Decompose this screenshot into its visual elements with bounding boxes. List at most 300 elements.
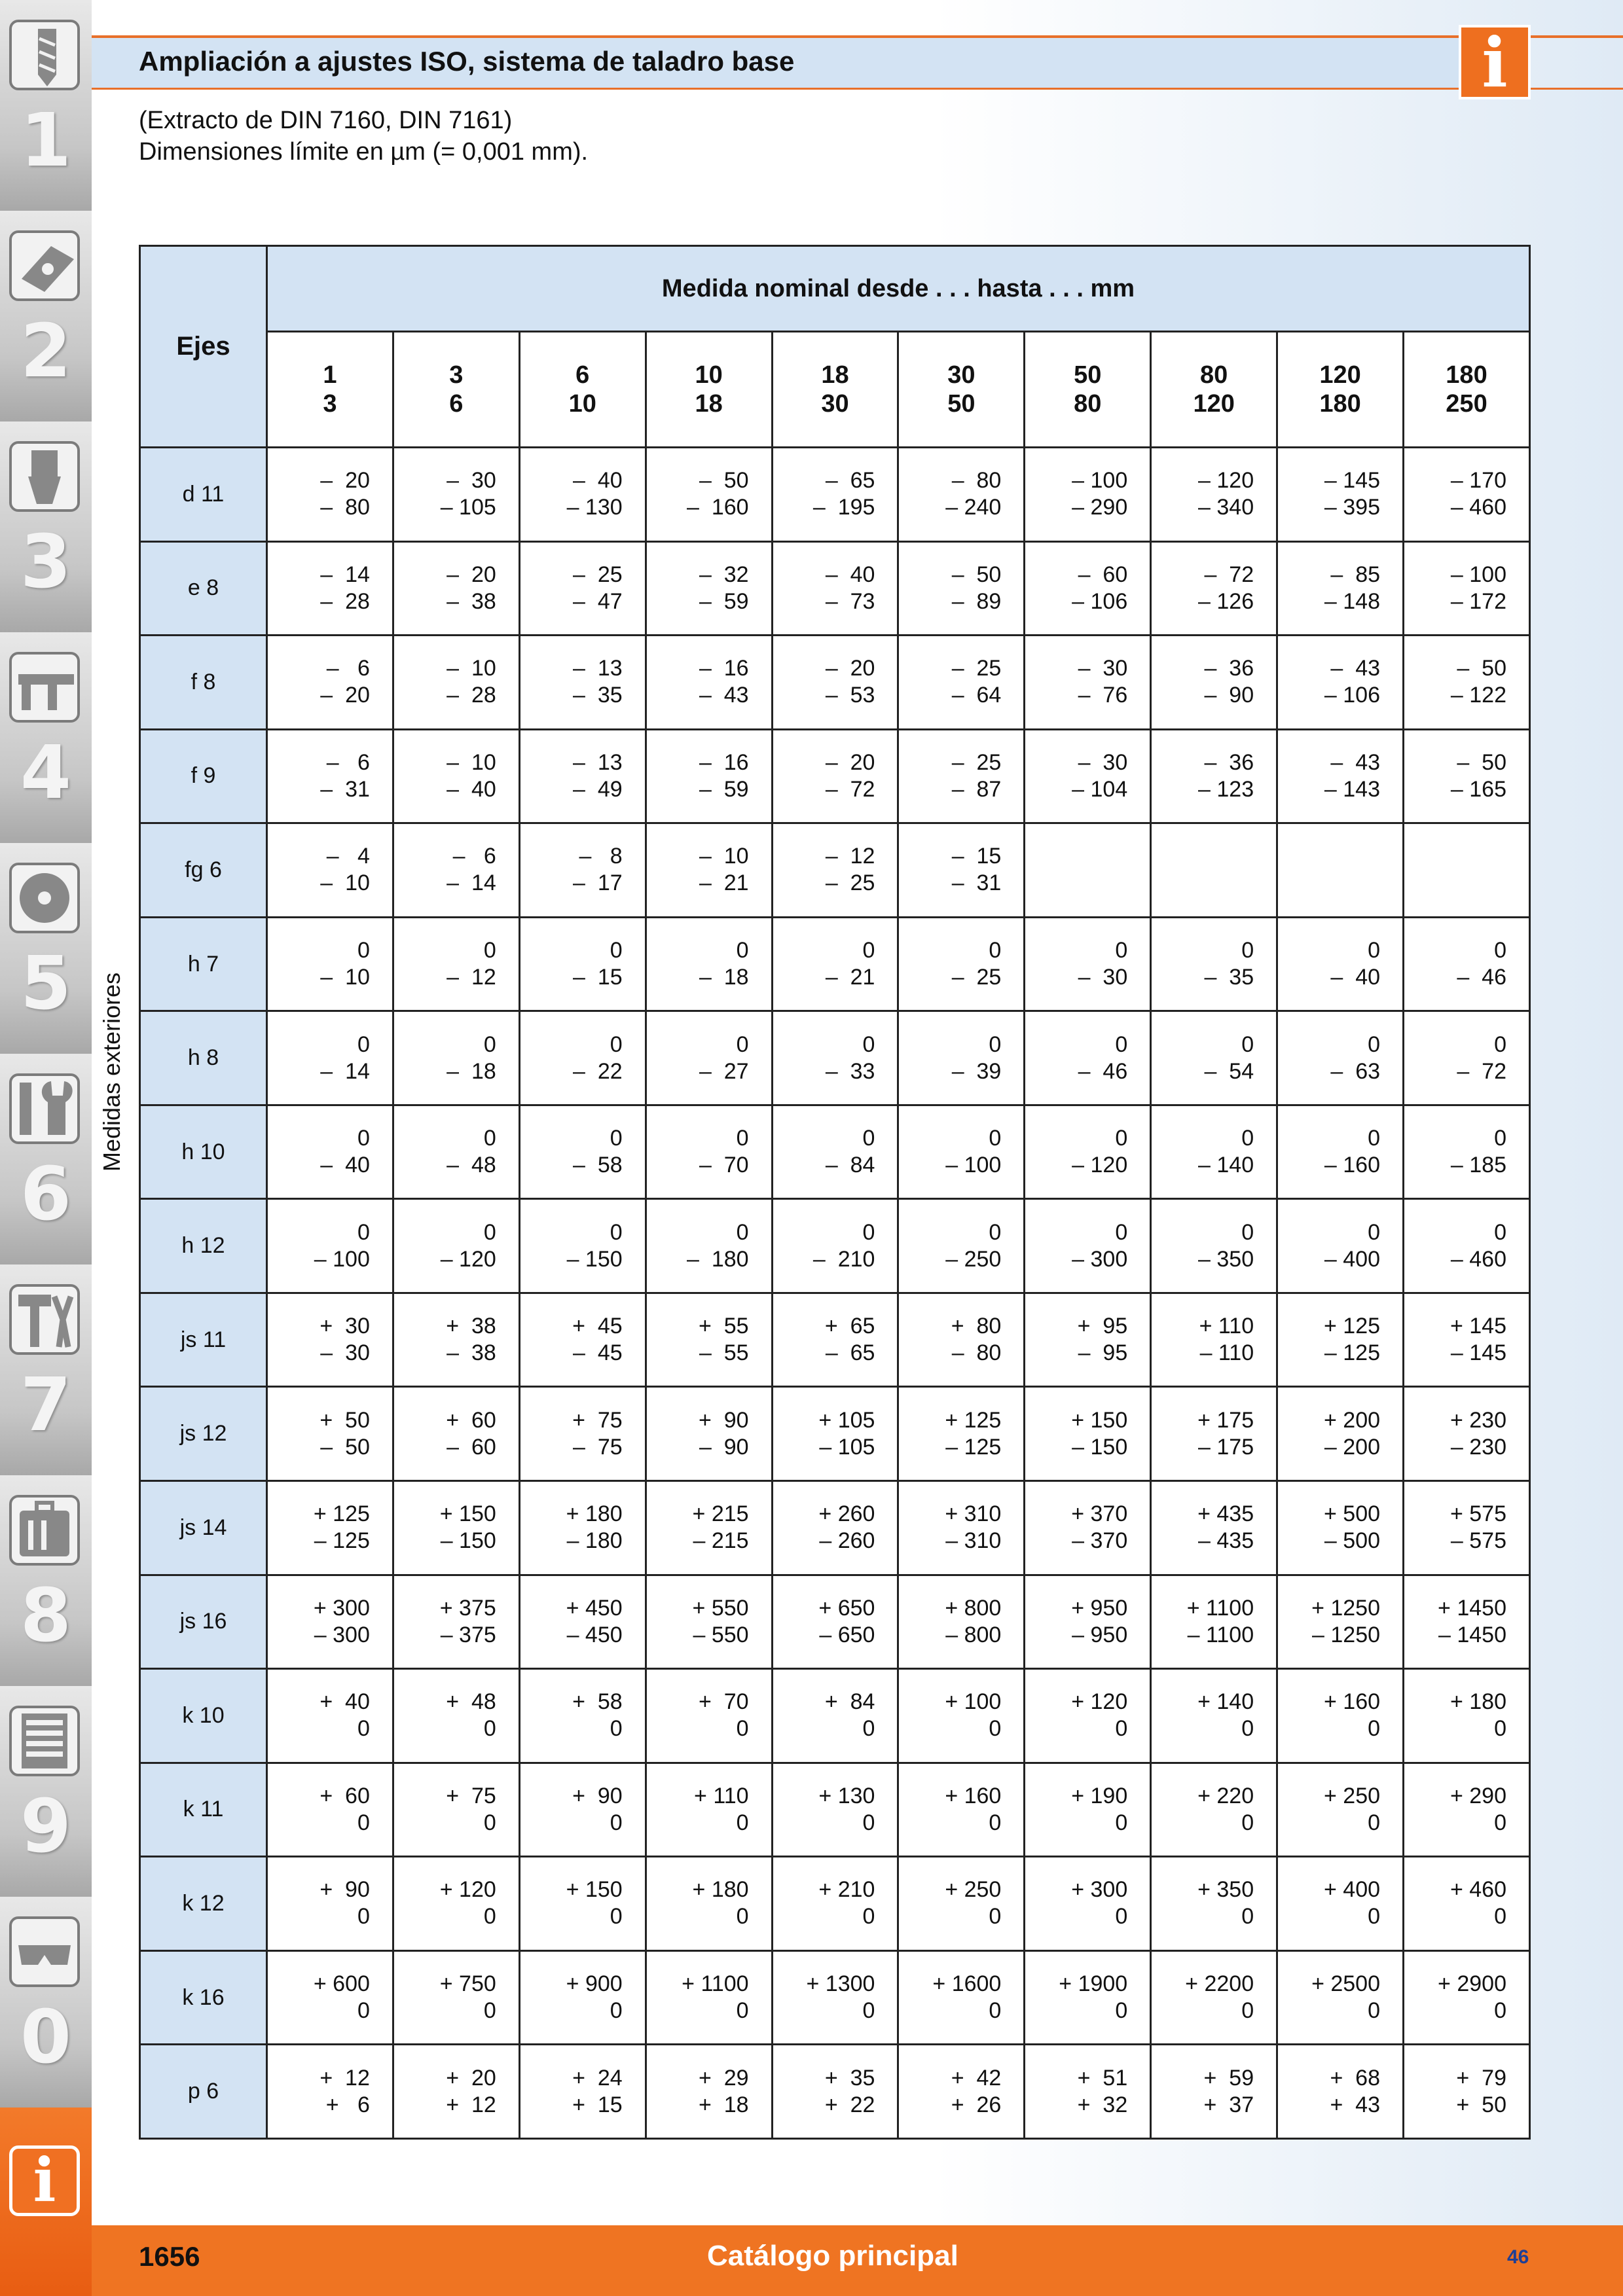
tolerance-cell xyxy=(1151,1011,1277,1105)
upper-deviation: + 51 xyxy=(1077,2065,1128,2090)
upper-deviation: + 180 xyxy=(566,1501,623,1527)
upper-deviation: – 36 xyxy=(1204,656,1254,681)
axis-label: h 7 xyxy=(140,917,267,1011)
lower-deviation: – 165 xyxy=(1450,776,1506,802)
upper-deviation: + 105 xyxy=(818,1407,875,1433)
lower-deviation: – 73 xyxy=(825,588,875,614)
tolerance-cell xyxy=(393,636,519,730)
footer-small-number: 46 xyxy=(1507,2246,1529,2268)
upper-deviation: + 59 xyxy=(1203,2065,1254,2090)
upper-deviation: + 150 xyxy=(1071,1407,1128,1433)
tolerance-cell xyxy=(1404,448,1530,542)
tolerance-cell xyxy=(1277,1387,1404,1481)
upper-deviation: 0 xyxy=(610,1126,623,1151)
tolerance-cell xyxy=(519,729,646,823)
tolerance-cell xyxy=(1025,1105,1151,1199)
upper-deviation: + 140 xyxy=(1197,1689,1254,1715)
tolerance-cell xyxy=(898,1387,1025,1481)
sidebar-tab-4[interactable] xyxy=(0,632,92,846)
upper-deviation: + 160 xyxy=(945,1783,1002,1808)
lower-deviation: 0 xyxy=(736,1716,749,1742)
upper-deviation: + 2200 xyxy=(1185,1971,1254,1997)
upper-deviation: + 180 xyxy=(1450,1689,1506,1715)
lower-deviation: + 26 xyxy=(951,2092,1002,2117)
sidebar-tab-number: 7 xyxy=(20,1363,71,1448)
lower-deviation: – 65 xyxy=(825,1340,875,1366)
tolerance-cell xyxy=(1025,1293,1151,1387)
tolerance-cell xyxy=(267,541,393,636)
lower-deviation: – 47 xyxy=(573,588,623,614)
tolerance-cell xyxy=(267,1387,393,1481)
lower-deviation: – 126 xyxy=(1198,588,1254,614)
upper-deviation: 0 xyxy=(357,1219,370,1245)
lower-deviation: – 40 xyxy=(320,1153,370,1178)
upper-deviation: + 1300 xyxy=(806,1971,875,1997)
tolerance-cell xyxy=(898,1669,1025,1763)
lower-deviation: 0 xyxy=(1241,1904,1254,1929)
sidebar-tab-1[interactable] xyxy=(0,0,92,213)
upper-deviation: 0 xyxy=(610,1031,623,1057)
upper-deviation: + 160 xyxy=(1323,1689,1381,1715)
lower-deviation: – 100 xyxy=(945,1153,1002,1178)
upper-deviation: + 800 xyxy=(945,1595,1002,1621)
upper-deviation: – 20 xyxy=(320,468,370,493)
tolerance-cell xyxy=(1277,729,1404,823)
lower-deviation: – 1100 xyxy=(1187,1622,1254,1647)
lower-deviation: – 120 xyxy=(1072,1153,1128,1178)
tolerance-cell xyxy=(393,917,519,1011)
info-tab-label: i xyxy=(33,2145,56,2215)
side-label: Medidas exteriores xyxy=(98,972,125,1172)
tolerance-cell xyxy=(646,1763,772,1857)
sidebar-tab-5[interactable] xyxy=(0,843,92,1056)
lower-deviation: – 10 xyxy=(320,965,370,990)
tolerance-cell xyxy=(393,1857,519,1951)
lower-deviation: – 38 xyxy=(447,588,496,614)
lower-deviation: – 70 xyxy=(699,1153,749,1178)
tolerance-cell xyxy=(1404,541,1530,636)
upper-deviation: – 16 xyxy=(699,749,749,775)
sidebar-tab-9[interactable] xyxy=(0,1686,92,1899)
lower-deviation: 0 xyxy=(862,1716,875,1742)
range-header-180-250 xyxy=(1404,332,1530,448)
upper-deviation: – 72 xyxy=(1204,562,1254,587)
sidebar-tab-number: 4 xyxy=(20,730,71,816)
lower-deviation: – 104 xyxy=(1072,776,1128,802)
tolerance-cell xyxy=(772,1387,898,1481)
lower-deviation: – 80 xyxy=(951,1340,1002,1366)
upper-deviation: + 300 xyxy=(1071,1877,1128,1903)
upper-deviation: 0 xyxy=(1241,1031,1254,1057)
upper-deviation: + 370 xyxy=(1071,1501,1128,1527)
tolerance-cell xyxy=(1025,1669,1151,1763)
lower-deviation: – 460 xyxy=(1450,495,1506,520)
tolerance-cell xyxy=(898,636,1025,730)
tolerance-cell xyxy=(772,1011,898,1105)
tolerance-cell xyxy=(267,2045,393,2139)
tolerance-cell xyxy=(1025,1387,1151,1481)
tolerance-cell xyxy=(519,1105,646,1199)
upper-deviation: + 460 xyxy=(1450,1877,1506,1903)
tolerance-table xyxy=(139,245,1531,2140)
upper-deviation: – 30 xyxy=(447,468,496,493)
tolerance-cell xyxy=(1025,1481,1151,1575)
lower-deviation: – 150 xyxy=(1072,1434,1128,1460)
upper-deviation: – 120 xyxy=(1198,468,1254,493)
axis-label: f 9 xyxy=(140,729,267,823)
upper-deviation: + 500 xyxy=(1323,1501,1381,1527)
lower-deviation: + 32 xyxy=(1077,2092,1128,2117)
upper-deviation: – 32 xyxy=(699,562,749,587)
tolerance-cell xyxy=(1151,636,1277,730)
tolerance-cell xyxy=(772,636,898,730)
table-row xyxy=(140,823,1530,918)
tolerance-cell xyxy=(646,1575,772,1669)
upper-deviation: + 435 xyxy=(1197,1501,1254,1527)
upper-deviation: – 15 xyxy=(951,844,1002,869)
axis-label: js 11 xyxy=(140,1293,267,1387)
upper-deviation: – 100 xyxy=(1072,468,1128,493)
lower-deviation: – 300 xyxy=(1072,1246,1128,1272)
upper-deviation: – 25 xyxy=(951,749,1002,775)
upper-deviation: – 170 xyxy=(1450,468,1506,493)
upper-deviation: + 220 xyxy=(1197,1783,1254,1808)
upper-deviation: + 375 xyxy=(439,1595,496,1621)
tolerance-cell xyxy=(646,1481,772,1575)
upper-deviation: + 48 xyxy=(446,1689,496,1715)
tolerance-cell xyxy=(646,1669,772,1763)
table-row xyxy=(140,1857,1530,1951)
table-row xyxy=(140,1011,1530,1105)
tolerance-cell xyxy=(1277,1105,1404,1199)
tolerance-cell xyxy=(1025,1857,1151,1951)
upper-deviation: – 6 xyxy=(452,844,496,869)
lower-deviation: – 160 xyxy=(1324,1153,1381,1178)
upper-deviation: 0 xyxy=(483,1219,496,1245)
upper-deviation: – 50 xyxy=(951,562,1002,587)
upper-deviation: + 130 xyxy=(818,1783,875,1808)
tolerance-cell xyxy=(267,1857,393,1951)
lower-deviation: 0 xyxy=(483,1998,496,2024)
tool-cabinet-icon xyxy=(9,1706,80,1776)
upper-deviation: + 79 xyxy=(1456,2065,1506,2090)
tolerance-cell xyxy=(1404,1105,1530,1199)
tolerance-cell xyxy=(267,636,393,730)
tolerance-cell xyxy=(646,541,772,636)
lower-deviation: – 46 xyxy=(1078,1058,1128,1084)
upper-deviation: + 2500 xyxy=(1311,1971,1381,1997)
lower-deviation: 0 xyxy=(610,1904,623,1929)
cutting-insert-icon xyxy=(9,230,80,301)
lower-deviation: – 375 xyxy=(440,1622,496,1647)
tolerance-cell xyxy=(646,1199,772,1293)
lower-deviation: – 84 xyxy=(825,1153,875,1178)
table-row xyxy=(140,636,1530,730)
tolerance-cell xyxy=(898,1105,1025,1199)
lower-deviation: – 22 xyxy=(573,1058,623,1084)
lower-deviation: 0 xyxy=(862,1810,875,1835)
tolerance-cell xyxy=(519,1293,646,1387)
lower-deviation: – 120 xyxy=(440,1246,496,1272)
lower-deviation: – 75 xyxy=(573,1434,623,1460)
upper-deviation: + 12 xyxy=(319,2065,370,2090)
table-row xyxy=(140,1669,1530,1763)
upper-deviation: + 38 xyxy=(446,1314,496,1339)
upper-deviation: + 110 xyxy=(694,1783,749,1808)
range-to: 3 xyxy=(323,390,337,418)
lower-deviation: – 87 xyxy=(951,776,1002,802)
lower-deviation: – 148 xyxy=(1324,588,1381,614)
tolerance-cell xyxy=(267,1293,393,1387)
subtitle xyxy=(139,105,588,168)
tolerance-cell xyxy=(1025,1199,1151,1293)
range-from: 50 xyxy=(1074,361,1102,389)
tolerance-cell xyxy=(1025,823,1151,918)
lower-deviation: – 64 xyxy=(951,683,1002,708)
upper-deviation: – 8 xyxy=(579,844,623,869)
tolerance-cell xyxy=(646,1387,772,1481)
lower-deviation: 0 xyxy=(483,1810,496,1835)
tolerance-cell xyxy=(898,1293,1025,1387)
upper-deviation: – 12 xyxy=(825,844,875,869)
tolerance-cell xyxy=(393,729,519,823)
lower-deviation: – 310 xyxy=(945,1528,1002,1554)
axis-label: js 12 xyxy=(140,1387,267,1481)
lower-deviation: 0 xyxy=(1241,1810,1254,1835)
lower-deviation: – 59 xyxy=(699,776,749,802)
lower-deviation: – 72 xyxy=(825,776,875,802)
grinding-disc-icon xyxy=(9,863,80,933)
lower-deviation: 0 xyxy=(1368,1716,1381,1742)
tolerance-cell xyxy=(1151,917,1277,1011)
upper-deviation: + 310 xyxy=(945,1501,1002,1527)
range-header-50-80 xyxy=(1025,332,1151,448)
lower-deviation: – 650 xyxy=(819,1622,875,1647)
lower-deviation: 0 xyxy=(736,1998,749,2024)
tolerance-cell xyxy=(1404,823,1530,918)
safety-glasses-icon xyxy=(9,1916,80,1987)
lower-deviation: + 15 xyxy=(572,2092,623,2117)
axis-label: k 10 xyxy=(140,1669,267,1763)
upper-deviation: + 215 xyxy=(692,1501,749,1527)
tolerance-cell xyxy=(646,729,772,823)
sidebar-tab-6[interactable] xyxy=(0,1054,92,1267)
lower-deviation: 0 xyxy=(1494,1998,1506,2024)
tolerance-cell xyxy=(898,1857,1025,1951)
tolerance-cell xyxy=(646,1857,772,1951)
upper-deviation: – 10 xyxy=(447,656,496,681)
tolerance-cell xyxy=(393,1669,519,1763)
upper-deviation: + 40 xyxy=(319,1689,370,1715)
lower-deviation: – 21 xyxy=(699,870,749,896)
table-row xyxy=(140,1575,1530,1669)
upper-deviation: 0 xyxy=(862,938,875,963)
lower-deviation: – 800 xyxy=(945,1622,1002,1647)
lower-deviation: – 14 xyxy=(447,870,496,896)
drill-bit-icon xyxy=(9,20,80,90)
range-to: 10 xyxy=(568,390,596,418)
upper-deviation: 0 xyxy=(610,1219,623,1245)
tolerance-cell xyxy=(1277,1199,1404,1293)
tolerance-cell xyxy=(1025,729,1151,823)
lower-deviation: 0 xyxy=(1115,1904,1128,1929)
upper-deviation: – 145 xyxy=(1324,468,1381,493)
lower-deviation: 0 xyxy=(1368,1904,1381,1929)
sidebar-tab-8[interactable] xyxy=(0,1475,92,1689)
info-icon: i xyxy=(1459,25,1531,99)
lower-deviation: – 35 xyxy=(573,683,623,708)
upper-deviation: + 58 xyxy=(572,1689,623,1715)
lower-deviation: – 105 xyxy=(819,1434,875,1460)
hammer-pliers-icon xyxy=(9,1284,80,1355)
upper-deviation: 0 xyxy=(736,938,749,963)
range-from: 1 xyxy=(323,361,337,389)
lower-deviation: – 370 xyxy=(1072,1528,1128,1554)
sidebar-tab-7[interactable] xyxy=(0,1265,92,1478)
lower-deviation: – 27 xyxy=(699,1058,749,1084)
upper-deviation: + 1450 xyxy=(1438,1595,1506,1621)
upper-deviation: 0 xyxy=(989,938,1002,963)
upper-deviation: + 100 xyxy=(945,1689,1002,1715)
table-row xyxy=(140,1387,1530,1481)
upper-deviation: + 900 xyxy=(566,1971,623,1997)
lower-deviation: – 38 xyxy=(447,1340,496,1366)
tool-holder-icon xyxy=(9,441,80,512)
upper-deviation: + 125 xyxy=(313,1501,370,1527)
range-header-6-10 xyxy=(519,332,646,448)
upper-deviation: – 40 xyxy=(825,562,875,587)
axis-label: f 8 xyxy=(140,636,267,730)
lower-deviation: – 575 xyxy=(1450,1528,1506,1554)
tolerance-cell xyxy=(519,1199,646,1293)
upper-deviation: 0 xyxy=(1115,938,1128,963)
lower-deviation: – 500 xyxy=(1324,1528,1381,1554)
upper-deviation: 0 xyxy=(483,938,496,963)
lower-deviation: – 45 xyxy=(573,1340,623,1366)
lower-deviation: 0 xyxy=(736,1810,749,1835)
upper-deviation: + 42 xyxy=(951,2065,1002,2090)
lower-deviation: – 55 xyxy=(699,1340,749,1366)
tolerance-cell xyxy=(267,1763,393,1857)
lower-deviation: 0 xyxy=(989,1904,1002,1929)
range-to: 250 xyxy=(1446,390,1487,418)
axis-label: js 16 xyxy=(140,1575,267,1669)
page-number: 1656 xyxy=(139,2241,200,2272)
upper-deviation: + 260 xyxy=(818,1501,875,1527)
tolerance-cell xyxy=(519,917,646,1011)
axis-label: js 14 xyxy=(140,1481,267,1575)
tolerance-cell xyxy=(267,1199,393,1293)
lower-deviation: – 395 xyxy=(1324,495,1381,520)
tolerance-cell xyxy=(519,1763,646,1857)
lower-deviation: – 130 xyxy=(566,495,623,520)
tolerance-cell xyxy=(393,823,519,918)
lower-deviation: – 31 xyxy=(951,870,1002,896)
tolerance-cell xyxy=(1404,1387,1530,1481)
upper-deviation: 0 xyxy=(1494,938,1506,963)
tolerance-cell xyxy=(1277,1857,1404,1951)
upper-deviation: – 30 xyxy=(1078,656,1128,681)
tolerance-cell xyxy=(1277,448,1404,542)
lower-deviation: – 450 xyxy=(566,1622,623,1647)
upper-deviation: + 20 xyxy=(446,2065,496,2090)
lower-deviation: 0 xyxy=(1115,1716,1128,1742)
lower-deviation: – 72 xyxy=(1457,1058,1506,1084)
lower-deviation: – 14 xyxy=(320,1058,370,1084)
upper-deviation: – 36 xyxy=(1204,749,1254,775)
lower-deviation: – 123 xyxy=(1198,776,1254,802)
tolerance-cell xyxy=(1025,1011,1151,1105)
tolerance-cell xyxy=(1277,2045,1404,2139)
sidebar-tab-3[interactable] xyxy=(0,422,92,635)
range-header-30-50 xyxy=(898,332,1025,448)
lower-deviation: 0 xyxy=(862,1998,875,2024)
sidebar-tab-2[interactable] xyxy=(0,211,92,424)
lower-deviation: – 1250 xyxy=(1312,1622,1381,1647)
upper-deviation: 0 xyxy=(357,938,370,963)
upper-deviation: 0 xyxy=(483,1031,496,1057)
upper-deviation: 0 xyxy=(610,938,623,963)
lower-deviation: – 48 xyxy=(447,1153,496,1178)
upper-deviation: – 20 xyxy=(825,749,875,775)
tolerance-cell xyxy=(772,1763,898,1857)
upper-deviation: – 65 xyxy=(825,468,875,493)
sidebar-tab-number: 8 xyxy=(20,1573,71,1659)
range-header-3-6 xyxy=(393,332,519,448)
tolerance-cell xyxy=(772,2045,898,2139)
tolerance-cell xyxy=(267,1669,393,1763)
sidebar-tab-0[interactable] xyxy=(0,1897,92,2110)
lower-deviation: – 300 xyxy=(314,1622,370,1647)
tolerance-cell xyxy=(1404,729,1530,823)
lower-deviation: – 106 xyxy=(1072,588,1128,614)
lower-deviation: – 460 xyxy=(1450,1246,1506,1272)
tolerance-cell xyxy=(772,1293,898,1387)
upper-deviation: + 125 xyxy=(945,1407,1002,1433)
lower-deviation: – 28 xyxy=(447,683,496,708)
tolerance-cell xyxy=(1151,823,1277,918)
lower-deviation: – 140 xyxy=(1198,1153,1254,1178)
tolerance-cell xyxy=(1151,1669,1277,1763)
page-title: Ampliación a ajustes ISO, sistema de taladro base xyxy=(139,46,795,77)
lower-deviation: – 25 xyxy=(825,870,875,896)
tolerance-cell xyxy=(1404,917,1530,1011)
tolerance-cell xyxy=(772,1481,898,1575)
upper-deviation: + 350 xyxy=(1197,1877,1254,1903)
upper-deviation: – 80 xyxy=(951,468,1002,493)
tolerance-cell xyxy=(393,1575,519,1669)
lower-deviation: 0 xyxy=(1368,1998,1381,2024)
lower-deviation: – 46 xyxy=(1457,965,1506,990)
lower-deviation: 0 xyxy=(357,1998,370,2024)
upper-deviation: – 13 xyxy=(573,749,623,775)
sidebar-tab-info[interactable] xyxy=(0,2108,92,2296)
tolerance-cell xyxy=(1151,1387,1277,1481)
tolerance-cell xyxy=(1277,1293,1404,1387)
tolerance-cell xyxy=(772,917,898,1011)
table-body xyxy=(140,448,1530,2139)
range-from: 10 xyxy=(695,361,723,389)
upper-deviation: – 25 xyxy=(573,562,623,587)
lower-deviation: 0 xyxy=(989,1998,1002,2024)
upper-deviation: + 80 xyxy=(951,1314,1002,1339)
tolerance-cell xyxy=(267,1575,393,1669)
tolerance-cell xyxy=(772,541,898,636)
upper-deviation: + 145 xyxy=(1450,1314,1506,1339)
nominal-rest: desde . . . hasta . . . mm xyxy=(850,274,1135,302)
upper-deviation: 0 xyxy=(1368,1031,1381,1057)
lower-deviation: – 143 xyxy=(1324,776,1381,802)
